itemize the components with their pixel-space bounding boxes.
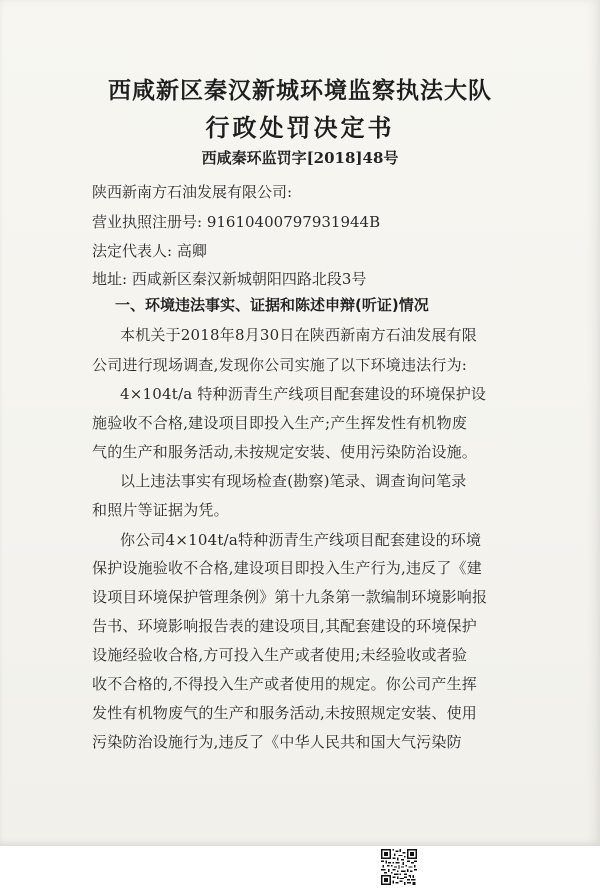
paragraph-line: 发性有机物废气的生产和服务活动,未按照规定安装、使用	[92, 704, 477, 722]
party-license	[92, 211, 380, 232]
section-heading-facts: 一、环境违法事实、证据和陈述申辩(听证)情况	[115, 296, 429, 314]
party-legal-rep	[92, 240, 207, 261]
paragraph-line: 告书、环境影响报告表的建设项目,其配套建设的环境保护	[92, 617, 477, 635]
paragraph-line: 公司进行现场调查,发现你公司实施了以下环境违法行为:	[92, 356, 468, 374]
paragraph-line: 收不合格的,不得投入生产或者使用的规定。你公司产生挥	[92, 675, 477, 693]
address-label: 地址:	[92, 270, 128, 288]
paragraph-line: 4×104t/a 特种沥青生产线项目配套建设的环境保护设	[120, 385, 487, 403]
legal-rep-value: 高卿	[176, 242, 207, 260]
paragraph-line: 污染防治设施行为,违反了《中华人民共和国大气污染防	[92, 733, 462, 751]
license-value: 91610400797931944B	[206, 213, 381, 231]
document-title-agency: 西咸新区秦汉新城环境监察执法大队	[108, 78, 492, 104]
paragraph-line: 气的生产和服务活动,未按规定安装、使用污染防治设施。	[92, 443, 477, 461]
paragraph-line: 本机关于2018年8月30日在陕西新南方石油发展有限	[120, 326, 478, 344]
license-label: 营业执照注册号:	[92, 213, 203, 231]
paragraph-line: 和照片等证据为凭。	[92, 501, 229, 519]
paragraph-line: 设项目环境保护管理条例》第十九条第一款编制环境影响报	[92, 588, 488, 606]
legal-rep-label: 法定代表人:	[92, 242, 173, 260]
paragraph-line: 以上违法事实有现场检查(勘察)笔录、调查询问笔录	[120, 472, 467, 490]
paragraph-line: 设施经验收合格,方可投入生产或者使用;未经验收或者验	[92, 646, 468, 664]
party-address	[92, 268, 366, 289]
paragraph-line: 你公司4×104t/a特种沥青生产线项目配套建设的环境	[120, 531, 482, 549]
address-value: 西咸新区秦汉新城朝阳四路北段3号	[131, 270, 367, 288]
paragraph-line: 施验收不合格,建设项目即投入生产;产生挥发性有机物废	[92, 414, 468, 432]
document-title-type: 行政处罚决定书	[205, 114, 395, 142]
paragraph-line: 保护设施验收不合格,建设项目即投入生产行为,违反了《建	[92, 559, 482, 577]
party-company: 陕西新南方石油发展有限公司:	[92, 183, 293, 201]
document-number: 西咸秦环监罚字[2018]48号	[201, 149, 399, 167]
qr-code-icon	[381, 849, 417, 885]
